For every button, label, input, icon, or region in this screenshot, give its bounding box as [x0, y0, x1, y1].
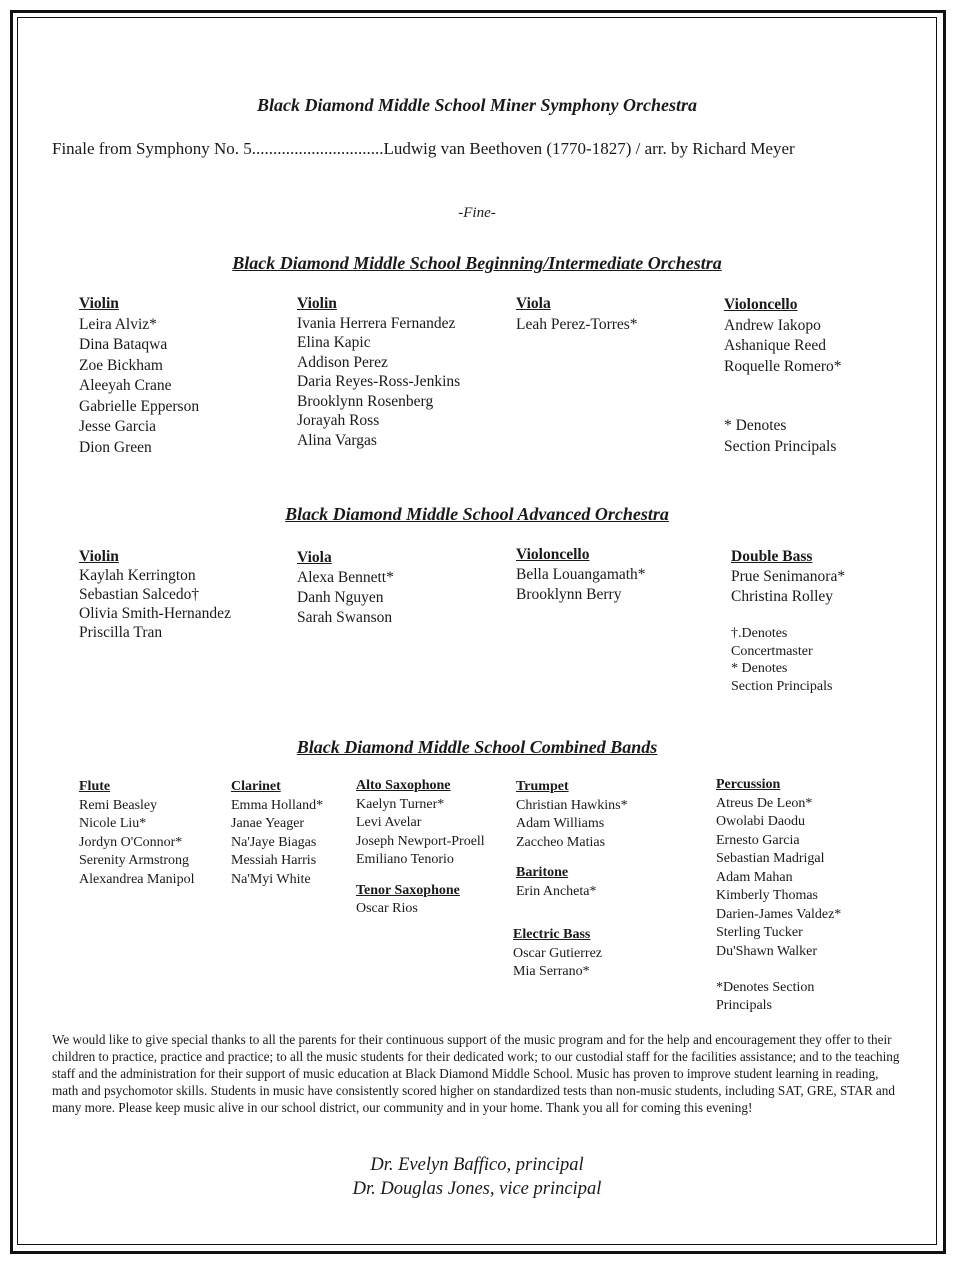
performer-name: Zaccheo Matias [516, 834, 606, 850]
performer-name: Bella Louangamath* [516, 566, 646, 583]
section-heading: Clarinet [231, 779, 281, 794]
performer-name: Ashanique Reed [724, 337, 827, 354]
beginning-orchestra-title: Black Diamond Middle School Beginning/Intermediate Orchestra [232, 253, 722, 273]
performer-name: Adam Williams [516, 816, 605, 831]
beginning-violin1-column [79, 294, 199, 458]
performer-name: Oscar Rios [356, 901, 418, 916]
section-heading: Tenor Saxophone [356, 882, 460, 898]
performer-name: Janae Yeager [231, 816, 305, 831]
performer-name: Dion Green [79, 438, 152, 456]
section-heading: Violoncello [724, 296, 798, 313]
bands-principal-note [716, 979, 814, 1014]
section-heading: Violin [297, 295, 337, 312]
performer-name: Alexa Bennett* [297, 569, 394, 586]
advanced-viola-column [297, 548, 394, 628]
note-line: †.Denotes [731, 626, 788, 641]
section-heading: Baritone [516, 865, 569, 880]
performer-name: Emiliano Tenorio [356, 852, 454, 867]
performer-name: Gabrielle Epperson [79, 397, 200, 415]
beginning-violin2-column [297, 294, 460, 450]
orchestra-title: Black Diamond Middle School Miner Symphony Orchestra [256, 95, 698, 115]
performer-name: Kaelyn Turner* [356, 796, 445, 812]
fine-mark: -Fine- [458, 205, 496, 221]
performer-name: Dina Bataqwa [79, 336, 168, 353]
performer-name: Erin Ancheta* [516, 883, 597, 899]
performer-name: Priscilla Tran [79, 624, 163, 641]
performer-name: Serenity Armstrong [79, 853, 190, 868]
percussion-column [716, 776, 841, 961]
performer-name: Christian Hawkins* [516, 797, 628, 813]
performer-name: Brooklynn Berry [516, 586, 622, 603]
brass-column [516, 778, 628, 901]
performer-name: Sebastian Salcedo† [79, 586, 200, 603]
performer-name: Brooklynn Rosenberg [297, 392, 434, 410]
performer-name: Alexandrea Manipol [79, 871, 195, 887]
performer-name: Messiah Harris [231, 853, 317, 868]
performer-name: Owolabi Daodu [716, 814, 806, 829]
section-heading: Alto Saxophone [356, 778, 451, 793]
performer-name: Darien-James Valdez* [716, 906, 842, 922]
performer-name: Roquelle Romero* [724, 357, 842, 375]
clarinet-column [231, 778, 323, 889]
electric-bass-column [513, 926, 602, 982]
performer-name: Alina Vargas [297, 431, 377, 449]
saxophone-column [356, 777, 485, 919]
performer-name: Du'Shawn Walker [716, 943, 818, 959]
section-heading: Violin [79, 295, 119, 312]
performer-name: Christina Rolley [731, 588, 834, 605]
performer-name: Leira Alviz* [79, 315, 157, 333]
advanced-bass-column [731, 547, 845, 607]
advanced-orchestra-title: Black Diamond Middle School Advanced Orchestra [285, 504, 669, 524]
combined-bands-title: Black Diamond Middle School Combined Bands [296, 737, 658, 757]
note-line: Principals [716, 997, 772, 1013]
performer-name: Na'Jaye Biagas [231, 834, 317, 850]
section-heading: Trumpet [516, 779, 569, 794]
beginning-cello-column [724, 295, 842, 377]
performer-name: Kimberly Thomas [716, 888, 819, 903]
performer-name: Andrew Iakopo [724, 316, 821, 334]
performer-name: Adam Mahan [716, 869, 793, 885]
performer-name: Elina Kapic [297, 334, 371, 351]
performer-name: Mia Serrano* [513, 964, 590, 979]
advanced-violin-column [79, 547, 231, 642]
performer-name: Na'Myi White [231, 871, 311, 887]
performer-name: Jordyn O'Connor* [79, 834, 183, 850]
performer-name: Atreus De Leon* [716, 795, 813, 811]
advanced-cello-column [516, 545, 646, 605]
note-line: *Denotes Section [716, 980, 815, 995]
thanks-paragraph: We would like to give special thanks to all the parents for their continuous support of the music program and for the help and encouragement they offer to their children to practice, practice and practice; to all the music students for their dedicated work; to our custodial staff for the facilities assistance; and to the teaching staff and the administration for their support of music education at Black Diamond Middle School. Music has proven to improve student learning in reading, math and psychomotor skills. Students in music have consistently scored higher on standardized tests than non-music students, including SAT, GRE, STAR and many more. Please keep music alive in our school district, our community and in your home. Thank you all for coming this evening! [52, 1032, 900, 1115]
performer-name: Prue Senimanora* [731, 568, 846, 585]
performer-name: Ivania Herrera Fernandez [297, 314, 456, 332]
note-line: Section Principals [724, 437, 837, 455]
performer-name: Levi Avelar [356, 815, 422, 830]
beginning-principal-note [724, 416, 836, 457]
beginning-viola-column [516, 294, 638, 335]
spacer [356, 870, 485, 882]
performer-name: Sterling Tucker [716, 925, 803, 940]
performer-name: Remi Beasley [79, 797, 158, 813]
performer-name: Danh Nguyen [297, 589, 384, 606]
section-heading: Viola [516, 295, 551, 312]
section-heading: Double Bass [731, 548, 813, 565]
vice-principal-signature: Dr. Douglas Jones, vice principal [352, 1179, 602, 1199]
flute-column [79, 778, 194, 889]
performer-name: Jesse Garcia [79, 418, 157, 435]
advanced-notes [731, 625, 833, 695]
section-heading: Flute [79, 779, 111, 794]
spacer [516, 852, 628, 864]
performer-name: Sarah Swanson [297, 609, 393, 626]
performer-name: Leah Perez-Torres* [516, 315, 638, 333]
performer-name: Aleeyah Crane [79, 377, 172, 394]
performer-name: Addison Perez [297, 353, 388, 371]
performer-name: Sebastian Madrigal [716, 851, 825, 866]
performer-name: Nicole Liu* [79, 816, 147, 831]
section-heading: Violoncello [516, 546, 590, 563]
note-line: Section Principals [731, 678, 833, 694]
performer-name: Emma Holland* [231, 797, 324, 813]
performer-name: Zoe Bickham [79, 356, 163, 374]
note-line: * Denotes [731, 661, 788, 676]
section-heading: Viola [297, 549, 332, 566]
note-line: Concertmaster [731, 643, 813, 659]
note-line: * Denotes [724, 417, 787, 434]
section-heading: Electric Bass [513, 927, 591, 942]
performer-name: Joseph Newport-Proell [356, 833, 485, 849]
performer-name: Jorayah Ross [297, 412, 380, 429]
performer-name: Daria Reyes-Ross-Jenkins [297, 373, 461, 390]
piece-line: Finale from Symphony No. 5...............................Ludwig van Beethoven (1770-1827) / arr. by Richard Meyer [52, 139, 795, 158]
section-heading: Violin [79, 548, 119, 565]
principal-signature: Dr. Evelyn Baffico, principal [370, 1155, 584, 1175]
performer-name: Ernesto Garcia [716, 832, 800, 848]
performer-name: Olivia Smith-Hernandez [79, 605, 231, 622]
performer-name: Oscar Gutierrez [513, 945, 603, 961]
section-heading: Percussion [716, 777, 781, 792]
performer-name: Kaylah Kerrington [79, 567, 196, 584]
